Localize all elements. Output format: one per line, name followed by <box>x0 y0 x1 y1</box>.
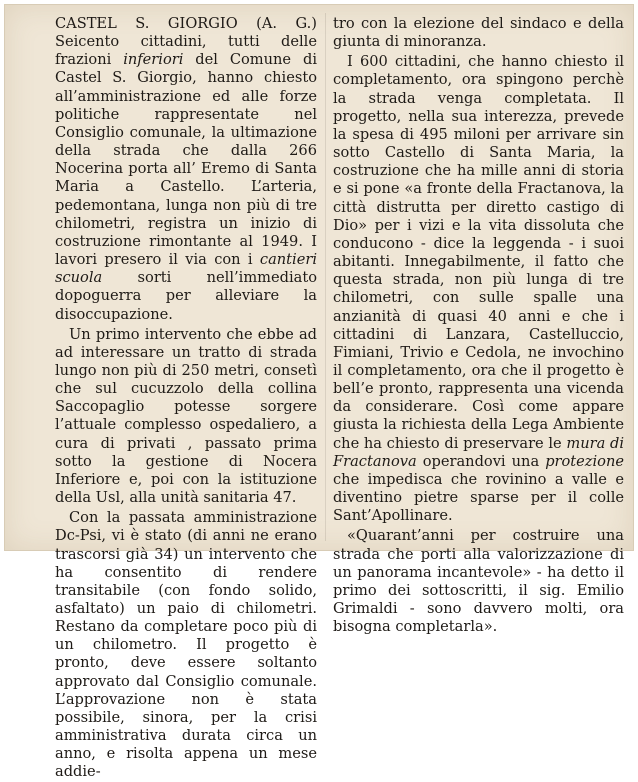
text-run: «Quarant’anni per costruire una strada che porti alla valorizzazione di un panorama incantevole» - ha detto il primo dei sottoscritti, il sig. Emilio Grimaldi - sono davvero molti, ora bisogna completarla». <box>333 527 624 636</box>
article-paragraph <box>333 15 624 51</box>
text-run: Seicento cittadini, tutti delle frazioni <box>55 33 317 69</box>
article-paragraph <box>55 509 317 781</box>
italic-term: cantieri scuola <box>55 251 317 287</box>
italic-term: mura di Fractanova <box>333 434 624 470</box>
text-run: sorti nell’immediato dopoguerra per alleviare la disoccupazione. <box>55 269 317 323</box>
text-run: che impedisca che rovinino a valle e diventino pietre sparse per il colle Sant’Apollinare. <box>333 470 624 525</box>
italic-term: protezione <box>545 452 624 470</box>
text-run: Un primo intervento che ebbe ad ad interessare un tratto di strada lungo non più di 250 metri, consetì che sul cucuzzolo della collina Saccopaglio potesse sorgere l’attuale complesso ospedaliero, a cura di privati , passato prima sotto la gestione di Nocera Inferiore e, poi con la istituzione della Usl, alla unità sanitaria 47. <box>55 325 317 507</box>
article-paragraph <box>333 527 624 636</box>
article-column-right <box>333 15 624 636</box>
text-run: I 600 cittadini, che hanno chiesto il completamento, ora spingono perchè la strada venga completata. Il progetto, nella sua interezza, prevede la spesa di 495 miloni per arrivare sin sotto Castello di Santa Maria, la costruzione che ha mille anni di storia e si pone «a fronte della Fractanova, la città distrutta per diretto castigo di Dio» per i vizi e la vita dissoluta che conducono - dice la leggenda - i suoi abitanti. Innegabilmente, il fatto che questa strada, non più lunga di tre chilometri, con sulle spalle una anzianità di quasi 40 anni e che i cittadini di Lanzara, Castelluccio, Fimiani, Trivio e Cedola, ne invochino il completamento, ora che il progetto è bell’e pronto, rappresenta una vicenda da considerare. Così come appare giusta la richiesta della Lega Ambiente che ha chiesto di preservare le <box>333 53 624 452</box>
dateline: CASTEL S. GIORGIO (A. G.) <box>55 15 317 32</box>
text-run: Con la passata amministrazione Dc-Psi, vi è stato (di anni ne erano trascorsi già 34) un intervento che ha consentito di rendere transitabile (con fondo solido, asfaltato) un paio di chilometri. Restano da completare poco più di un chilometro. Il progetto è pronto, deve essere soltanto approvato dal Consiglio comunale. L’approvazione non è stata possibile, sinora, per la crisi amministrativa durata circa un anno, e risolta appena un mese addie- <box>55 509 317 781</box>
text-run: operandovi una <box>416 452 546 470</box>
article-column-left <box>55 15 317 782</box>
italic-term: inferiori <box>123 51 184 69</box>
article-paragraph <box>55 15 317 324</box>
article-paragraph <box>333 53 624 525</box>
text-run: del Comune di Castel S. Giorgio, hanno chiesto all’amministrazione ed alle forze politiche rappresentate nel Consiglio comunale, la ultimazione della strada che dalla 266 Nocerina porta all’ Eremo di Santa Maria a Castello. L’arteria, pedemontana, lunga non più di tre chilometri, registra un inizio di costruzione rimontante al 1949. I lavori presero il via con i <box>55 51 317 269</box>
column-divider <box>325 13 326 541</box>
text-run: tro con la elezione del sindaco e della giunta di minoranza. <box>333 15 624 51</box>
newspaper-clipping <box>4 4 634 781</box>
article-paragraph <box>55 326 317 508</box>
